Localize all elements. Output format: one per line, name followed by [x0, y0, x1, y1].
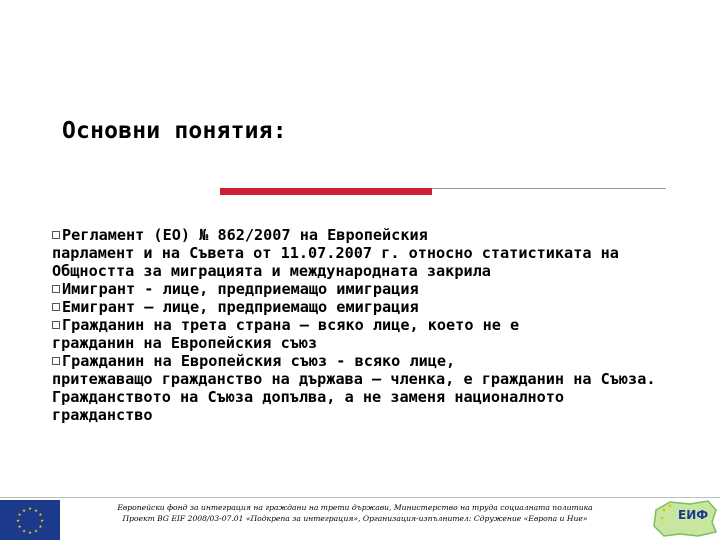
- definitions-list: [52, 226, 672, 424]
- eif-logo: [650, 496, 720, 540]
- eu-star-icon: ★: [16, 517, 20, 525]
- list-item: [52, 298, 672, 316]
- item-continuation: притежаващо гражданство на държава – членка, е гражданин на Съюза. Гражданството на Съюза допълва, а не заменя националното гражданство: [52, 370, 656, 424]
- eu-star-icon: ★: [17, 511, 22, 519]
- eu-star-icon: ★: [34, 527, 38, 535]
- square-bullet-icon: [52, 231, 60, 239]
- item-first-line: Емигрант – лице, предприемащо емиграция: [62, 298, 419, 316]
- eu-star-icon: ★: [28, 505, 32, 513]
- square-bullet-icon: [52, 321, 60, 329]
- eu-star-icon: ★: [28, 529, 32, 537]
- eu-star-icon: ★: [38, 511, 43, 519]
- square-bullet-icon: [52, 357, 60, 365]
- eu-star-icon: ★: [34, 506, 38, 514]
- list-item: [52, 352, 672, 424]
- eu-star-icon: ★: [17, 523, 22, 531]
- item-first-line: Регламент (ЕО) № 862/2007 на Европейския: [62, 226, 428, 244]
- list-item: [52, 316, 672, 352]
- item-first-line: Имигрант - лице, предприемащо имиграция: [62, 280, 419, 298]
- square-bullet-icon: [52, 285, 60, 293]
- slide-title: Основни понятия:: [62, 118, 287, 144]
- eu-star-icon: ★: [22, 506, 26, 514]
- footer-divider: [0, 497, 720, 498]
- eu-star-icon: ★: [38, 523, 43, 531]
- eu-flag-icon: [0, 500, 60, 540]
- list-item: [52, 280, 672, 298]
- square-bullet-icon: [52, 303, 60, 311]
- title-underline-thin: [432, 188, 666, 189]
- footer-text: [90, 502, 620, 524]
- eu-star-icon: ★: [22, 527, 26, 535]
- item-first-line: Гражданин на Европейския съюз - всяко лице,: [62, 352, 456, 370]
- list-item: [52, 226, 672, 280]
- footer-line-2: Проект BG EIF 2008/03-07.01 «Подкрепа за интеграция», Организация-изпълнител: Сдружение «Европа и Ние»: [122, 514, 588, 523]
- item-continuation: парламент и на Съвета от 11.07.2007 г. относно статистиката на Общността за миграцията и международната закрила: [52, 244, 619, 280]
- item-continuation: гражданин на Европейския съюз: [52, 334, 318, 352]
- item-first-line: Гражданин на трета страна – всяко лице, което не е: [62, 316, 520, 334]
- title-underline-accent: [220, 188, 432, 195]
- logo-text: ЕИФ: [678, 508, 709, 522]
- eu-star-icon: ★: [40, 517, 44, 525]
- footer-line-1: Европейски фонд за интеграция на граждани на трети държави, Министерство на труда социалната политика: [117, 503, 593, 512]
